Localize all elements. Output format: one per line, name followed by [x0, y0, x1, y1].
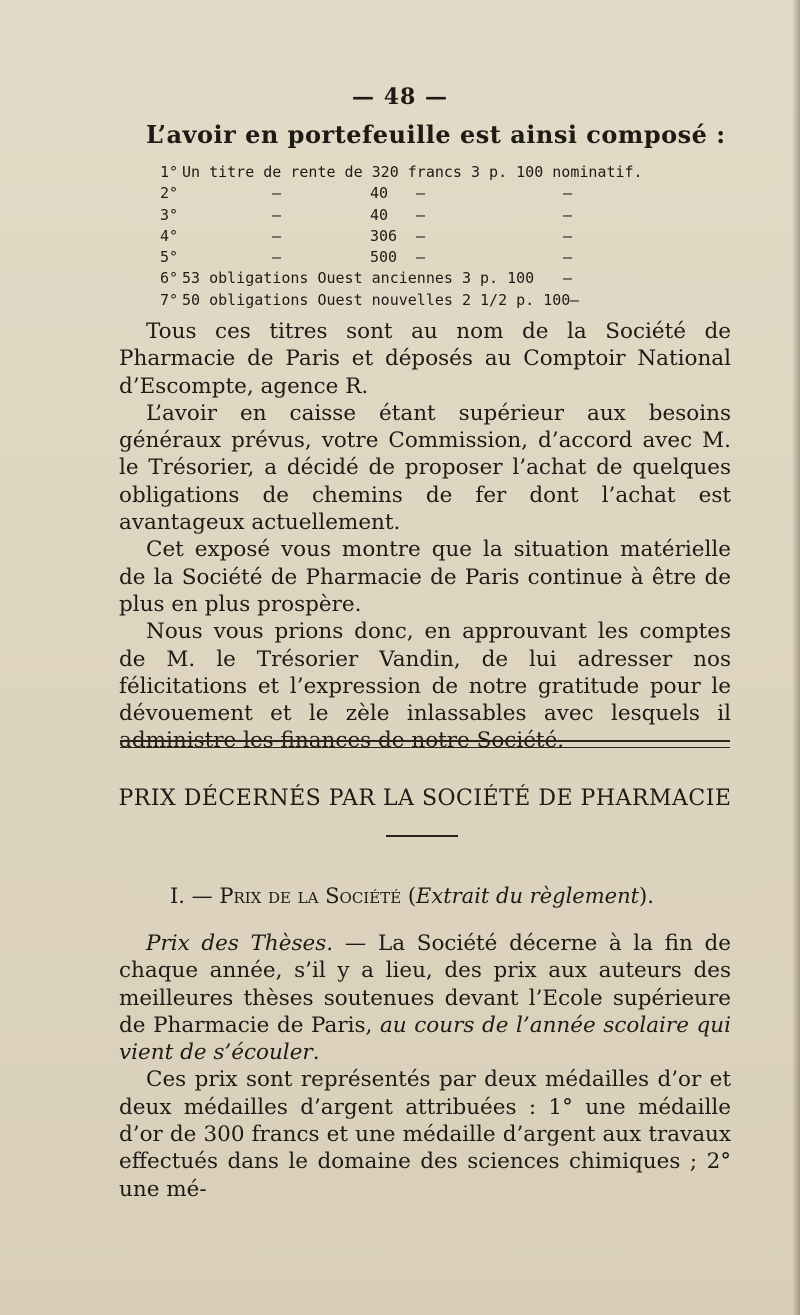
prix-body — [119, 930, 731, 1203]
holdings-list — [160, 162, 643, 311]
paragraph: L’avoir en caisse étant supérieur aux besoins généraux prévus, votre Commission, d’accord avec M. le Trésorier, a décidé de proposer l’achat de quelques obligations de chemins de fer dont l’achat est avantageux actuellement. — [119, 400, 731, 536]
paragraph: Ces prix sont représentés par deux médailles d’or et deux médailles d’argent attribuées : 1° une médaille d’or de 300 francs et une médaille d’argent aux travaux effectués dans le domaine des sciences chimiques ; 2° une mé- — [119, 1067, 731, 1202]
theses-lead: Prix des Thèses. — [146, 931, 334, 956]
paragraph: Tous ces titres sont au nom de la Société de Pharmacie de Paris et déposés au Comptoir National d’Escompte, agence R. — [119, 319, 731, 399]
theses-paragraph: Prix des Thèses. — La Société décerne à la fin de chaque année, s’il y a lieu, des prix aux auteurs des meilleures thèses soutenues devant l’Ecole supérieure de Pharmacie de Paris, au cours de l’année scolaire qui vient de s’écouler. — [119, 931, 732, 1066]
holding-row: 1° Un titre de rente de 320 francs 3 p. 100 nominatif. — [160, 163, 643, 181]
report-body — [119, 318, 731, 755]
holding-row: 5° — 500 — — — [160, 248, 573, 267]
section-title: PRIX DÉCERNÉS PAR LA SOCIÉTÉ DE PHARMACIE — [118, 786, 732, 811]
holding-row: 2° — 40 — — — [160, 184, 573, 203]
holding-row: 4° — 306 — — — [160, 226, 573, 245]
holding-row: 6° 53 obligations Ouest anciennes 3 p. 100 — — [160, 269, 573, 288]
paragraph: Nous vous prions donc, en approuvant les comptes de M. le Trésorier Vandin, de lui adresser nos félicitations et l’expression de notre gratitude pour le dévouement et le zèle inlassables avec lesquels il administre les finances de notre Société. — [119, 619, 731, 754]
short-rule-divider — [386, 835, 458, 837]
holding-row: 7° 50 obligations Ouest nouvelles 2 1/2 p. 100 — — [160, 290, 580, 309]
prix-heading-subtitle: Extrait du règlement — [416, 884, 640, 908]
page-edge-shadow — [792, 0, 800, 1315]
page-number: — 48 — — [352, 84, 448, 110]
portfolio-heading: L’avoir en portefeuille est ainsi composé : — [146, 120, 726, 149]
double-rule-divider — [120, 740, 730, 748]
holding-row: 3° — 40 — — — [160, 205, 573, 224]
prix-heading: I. — Prix de la Société (Extrait du règlement). — [170, 884, 654, 908]
prix-heading-title: Prix de la Société — [219, 884, 402, 908]
paragraph: Cet exposé vous montre que la situation matérielle de la Société de Pharmacie de Paris continue à être de plus en plus prospère. — [119, 537, 731, 617]
